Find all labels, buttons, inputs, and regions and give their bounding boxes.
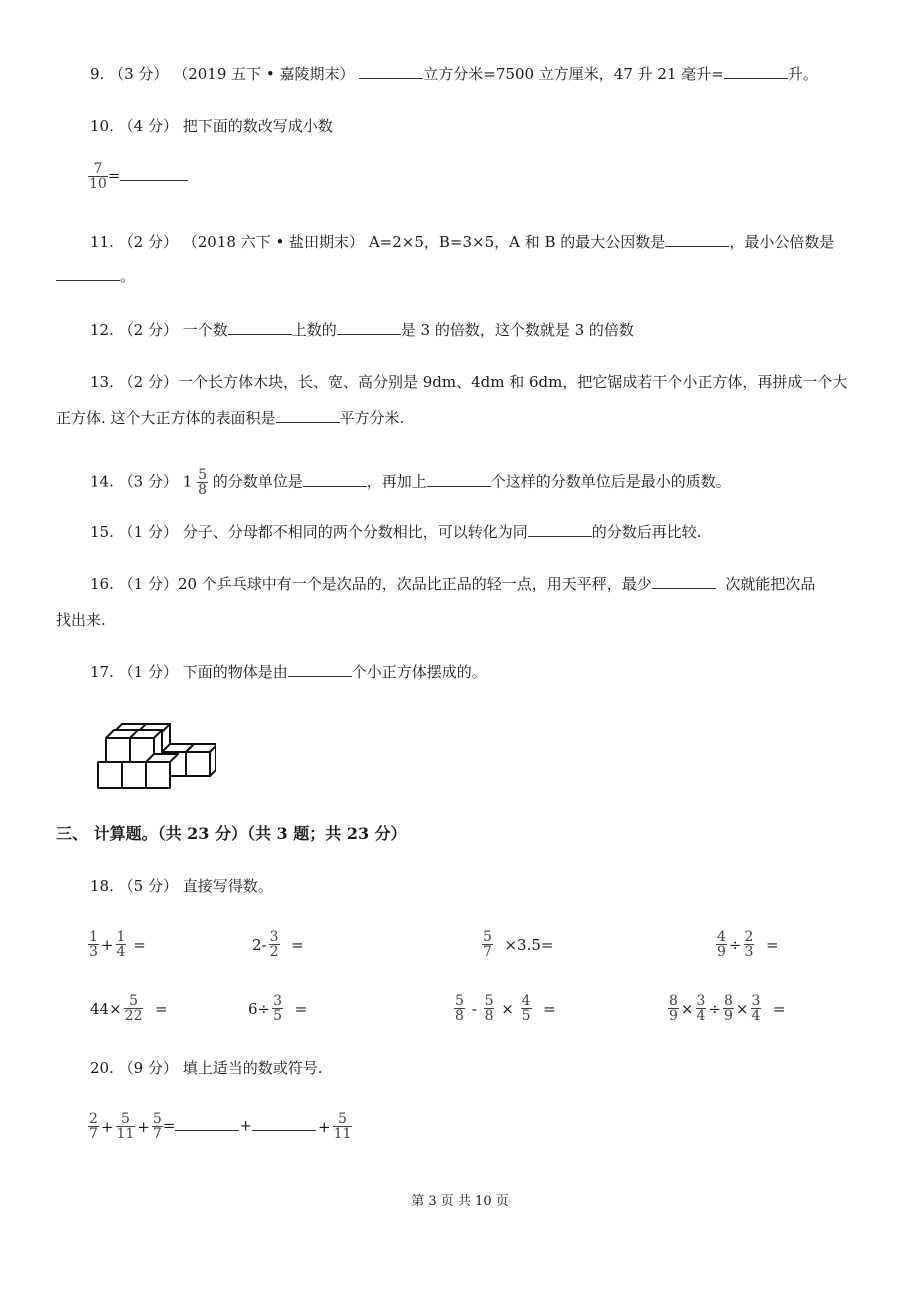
fraction: $\frac{2}{3}$ xyxy=(744,929,754,960)
fraction: $\frac{5}{7}$ xyxy=(152,1111,162,1142)
expr-r2-a: 44× $\frac{5}{22}$ = xyxy=(90,993,168,1024)
answer-blank[interactable] xyxy=(724,64,788,79)
answer-blank[interactable] xyxy=(337,320,401,335)
fraction: $\frac{5}{7}$ xyxy=(483,929,492,960)
fraction: $\frac{1}{4}$ xyxy=(116,929,126,960)
q18-number: 18. xyxy=(90,877,114,895)
expr-r2-b: 6÷ $\frac{3}{5}$ = xyxy=(248,993,308,1024)
q17-score: （1 分） xyxy=(118,663,178,681)
q16-number: 16. xyxy=(90,575,114,593)
q13-number: 13. xyxy=(90,373,114,391)
q20-number: 20. xyxy=(90,1059,114,1077)
q13-score: （2 分） xyxy=(118,373,178,391)
q9-text: 立方分米=7500 立方厘米，47 升 21 毫升= xyxy=(423,65,724,83)
q14-text: 的分数单位是 xyxy=(212,472,303,491)
expr-r2-c: $\frac{5}{8}$ - $\frac{5}{8}$ × $\frac{4}{5}$ = xyxy=(455,993,556,1024)
answer-blank[interactable] xyxy=(359,64,423,79)
q11-score: （2 分） xyxy=(118,233,178,251)
question-13 xyxy=(90,372,847,392)
fraction: $\frac{4}{5}$ xyxy=(521,993,531,1024)
expr-r1-c: $\frac{5}{7}$ ×3.5= xyxy=(483,929,554,960)
q11-number: 11. xyxy=(90,233,114,251)
q12-number: 12. xyxy=(90,321,114,339)
expr-r2-d: $\frac{8}{9}$ × $\frac{3}{4}$ ÷ $\frac{8}{9}$ × $\frac{3}{4}$ = xyxy=(669,993,786,1024)
cubes-figure xyxy=(92,718,216,794)
answer-blank[interactable] xyxy=(276,408,340,423)
fraction: $\frac{7}{10}$ xyxy=(89,161,107,192)
fraction: $\frac{5}{8}$ xyxy=(455,993,464,1024)
question-17: 17. （1 分） 下面的物体是由 个小正方体摆成的。 xyxy=(90,663,487,681)
fraction: $\frac{5}{8}$ xyxy=(484,993,494,1024)
q20-text: 填上适当的数或符号. xyxy=(182,1059,323,1077)
expr-r1-b: 2- $\frac{3}{2}$ = xyxy=(252,929,304,960)
answer-blank[interactable] xyxy=(252,1116,316,1131)
q16-continuation: 找出来. xyxy=(56,611,106,629)
q9-text-end: 升。 xyxy=(787,65,818,83)
q18-score: （5 分） xyxy=(118,877,178,895)
answer-blank[interactable] xyxy=(120,166,188,181)
answer-blank[interactable] xyxy=(652,574,716,589)
fraction: $\frac{5}{11}$ xyxy=(116,1111,135,1142)
question-12: 12. （2 分） 一个数 上数的 是 3 的倍数，这个数就是 3 的倍数 xyxy=(90,321,634,339)
q11-text-mid: ，最小公倍数是 xyxy=(729,233,835,251)
q15-number: 15. xyxy=(90,523,114,541)
q17-text: 下面的物体是由 xyxy=(182,663,288,681)
q15-text: 分子、分母都不相同的两个分数相比，可以转化为同 xyxy=(182,523,528,541)
question-10 xyxy=(90,116,333,136)
fraction: $\frac{5}{22}$ xyxy=(124,993,143,1024)
fraction: $\frac{5}{11}$ xyxy=(333,1111,352,1142)
q13-text: 一个长方体木块，长、宽、高分别是 9dm、4dm 和 6dm，把它锯成若干个小正方体，再拼成一个大 xyxy=(177,373,848,391)
q11-source: （2018 六下 • 盐田期末） xyxy=(182,233,365,251)
question-14: 14. （3 分） 1 $\frac{5}{8}$ 的分数单位是 ，再加上 个这样的分数单位后是最小的质数。 xyxy=(90,467,731,498)
answer-blank[interactable] xyxy=(56,266,120,281)
q20-expression: $\frac{2}{7}$ + $\frac{5}{11}$ + $\frac{5}{7}$ = + + $\frac{5}{11}$ xyxy=(89,1111,352,1142)
answer-blank[interactable] xyxy=(528,522,592,537)
fraction: $\frac{3}{4}$ xyxy=(696,993,706,1024)
answer-blank[interactable] xyxy=(228,320,292,335)
fraction: $\frac{3}{4}$ xyxy=(751,993,761,1024)
fraction: $\frac{8}{9}$ xyxy=(724,993,733,1024)
answer-blank[interactable] xyxy=(175,1116,239,1131)
answer-blank[interactable] xyxy=(288,662,352,677)
question-16: 16. （1 分）20 个乒乓球中有一个是次品的，次品比正品的轻一点，用天平秤，最少 次就能把次品 xyxy=(90,575,816,593)
question-15: 15. （1 分） 分子、分母都不相同的两个分数相比，可以转化为同 的分数后再比较. xyxy=(90,523,702,541)
q15-score: （1 分） xyxy=(118,523,178,541)
q12-score: （2 分） xyxy=(118,321,178,339)
q14-score: （3 分） xyxy=(118,472,178,491)
answer-blank[interactable] xyxy=(303,472,367,487)
q10-text: 把下面的数改写成小数 xyxy=(182,117,333,135)
q20-score: （9 分） xyxy=(118,1059,178,1077)
q11-continuation: 。 xyxy=(56,266,135,286)
q9-number: 9. xyxy=(90,65,105,83)
fraction: $\frac{1}{3}$ xyxy=(89,929,98,960)
q12-text: 一个数 xyxy=(182,321,228,339)
question-9 xyxy=(90,64,818,84)
q10-score: （4 分） xyxy=(118,117,178,135)
fraction: $\frac{3}{5}$ xyxy=(273,993,283,1024)
question-18 xyxy=(90,876,273,896)
q9-source: （2019 五下 • 嘉陵期末） xyxy=(173,65,355,83)
q16-score: （1 分） xyxy=(118,575,178,593)
q10-number: 10. xyxy=(90,117,114,135)
question-11 xyxy=(90,232,834,252)
section-title: 三、 计算题。（共 23 分）（共 3 题；共 23 分） xyxy=(56,824,407,843)
expr-r1-d: $\frac{4}{9}$ ÷ $\frac{2}{3}$ = xyxy=(717,929,779,960)
question-20 xyxy=(90,1058,323,1078)
page-footer: 第 3 页 共 10 页 xyxy=(411,1194,509,1209)
q17-number: 17. xyxy=(90,663,114,681)
fraction: $\frac{4}{9}$ xyxy=(717,929,726,960)
fraction: $\frac{2}{7}$ xyxy=(89,1111,98,1142)
q13-continuation: 正方体. 这个大正方体的表面积是 平方分米. xyxy=(56,409,405,427)
q16-text: 20 个乒乓球中有一个是次品的，次品比正品的轻一点，用天平秤，最少 xyxy=(177,575,652,593)
q18-text: 直接写得数。 xyxy=(182,877,273,895)
answer-blank[interactable] xyxy=(427,472,491,487)
fraction: $\frac{8}{9}$ xyxy=(669,993,678,1024)
q10-expression: $\frac{7}{10}$ = xyxy=(88,162,188,191)
q11-text: A=2×5，B=3×5，A 和 B 的最大公因数是 xyxy=(368,233,666,251)
q14-number: 14. xyxy=(90,472,114,491)
expr-r1-a: $\frac{1}{3}$ + $\frac{1}{4}$ = xyxy=(89,929,146,960)
q9-score: （3 分） xyxy=(109,65,169,83)
fraction: $\frac{5}{8}$ xyxy=(198,467,207,498)
answer-blank[interactable] xyxy=(665,232,729,247)
fraction: $\frac{3}{2}$ xyxy=(269,929,279,960)
